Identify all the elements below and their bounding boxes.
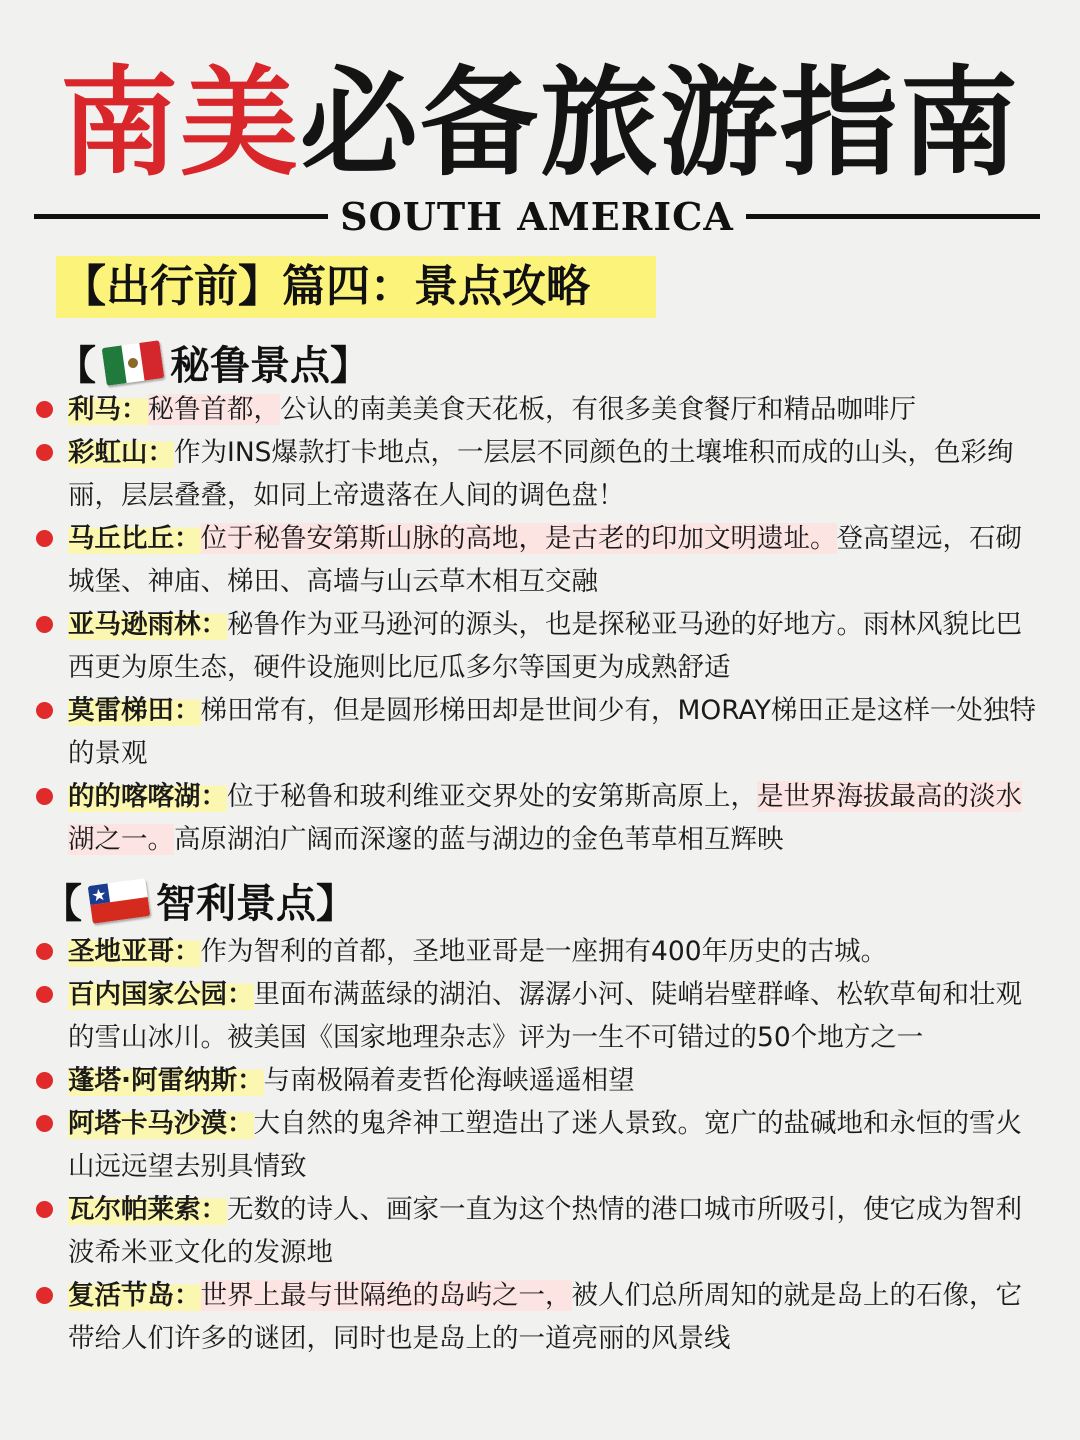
bullet-icon: [36, 616, 53, 633]
subtitle-row: [34, 192, 1040, 240]
item-name: 百内国家公园：: [68, 979, 254, 1010]
bullet-icon: [36, 702, 53, 719]
bullet-icon: [36, 943, 53, 960]
list-item: [0, 1059, 1080, 1102]
item-name: 莫雷梯田：: [68, 695, 201, 726]
item-name: 彩虹山：: [68, 437, 174, 468]
bullet-icon: [36, 1201, 53, 1218]
item-description: 与南极隔着麦哲伦海峡遥遥相望: [263, 1065, 635, 1096]
bullet-icon: [36, 444, 53, 461]
bracket-open: 【: [56, 343, 96, 389]
mexico-flag-icon: [102, 340, 165, 386]
list-item: [0, 1102, 1080, 1188]
bracket-close: 】: [330, 343, 370, 389]
title-red: 南美: [59, 54, 300, 192]
chile-attraction-list: [0, 930, 1080, 1360]
item-description: 被人们总所周知的就是岛上的石像，它带给人们许多的谜团，同时也是岛上的一道亮丽的风景线: [68, 1280, 1022, 1354]
list-item: [0, 775, 1080, 861]
bullet-icon: [36, 401, 53, 418]
divider-right: [746, 214, 1040, 219]
subtitle: SOUTH AMERICA: [340, 193, 734, 239]
section-heading: 【出行前】篇四：景点攻略: [56, 256, 656, 318]
item-highlight: 世界上最与世隔绝的岛屿之一，: [200, 1280, 572, 1311]
item-description: 高原湖泊广阔而深邃的蓝与湖边的金色苇草相互辉映: [174, 824, 784, 855]
item-name: 圣地亚哥：: [68, 936, 201, 967]
bracket-open: 【: [42, 881, 82, 927]
region-label-chile: 智利景点: [156, 881, 316, 927]
item-description-pre: 位于秘鲁和玻利维亚交界处的安第斯高原上，: [227, 781, 757, 812]
item-description: 里面布满蓝绿的湖泊、潺潺小河、陡峭岩壁群峰、松软草甸和壮观的雪山冰川。被美国《国家地理杂志》评为一生不可错过的50个地方之一: [68, 979, 1022, 1053]
list-item: [0, 973, 1080, 1059]
item-description: 秘鲁作为亚马逊河的源头，也是探秘亚马逊的好地方。雨林风貌比巴西更为原生态，硬件设施则比厄瓜多尔等国更为成熟舒适: [68, 609, 1022, 683]
item-highlight: 位于秘鲁安第斯山脉的高地，是古老的印加文明遗址。: [200, 523, 837, 554]
bullet-icon: [36, 1072, 53, 1089]
bullet-icon: [36, 530, 53, 547]
bracket-close: 】: [316, 881, 356, 927]
item-description: 梯田常有，但是圆形梯田却是世间少有，MORAY梯田正是这样一处独特的景观: [68, 695, 1036, 769]
item-name: 的的喀喀湖：: [68, 781, 227, 812]
list-item: [0, 517, 1080, 603]
list-item: [0, 388, 1080, 431]
region-heading-chile: [42, 872, 356, 929]
item-highlight: 秘鲁首都，: [147, 394, 280, 425]
item-name: 瓦尔帕莱索：: [68, 1194, 227, 1225]
item-description: 大自然的鬼斧神工塑造出了迷人景致。宽广的盐碱地和永恒的雪火山远远望去别具情致: [68, 1108, 1022, 1182]
item-name: 复活节岛：: [68, 1280, 201, 1311]
item-name: 阿塔卡马沙漠：: [68, 1108, 254, 1139]
item-description: 作为智利的首都，圣地亚哥是一座拥有400年历史的古城。: [200, 936, 888, 967]
item-description: 登高望远，石砌城堡、神庙、梯田、高墙与山云草木相互交融: [68, 523, 1022, 597]
item-description: 作为INS爆款打卡地点，一层层不同颜色的土壤堆积而成的山头，色彩绚丽，层层叠叠，如同上帝遗落在人间的调色盘！: [68, 437, 1014, 511]
item-name: 利马：: [68, 394, 148, 425]
bullet-icon: [36, 788, 53, 805]
divider-left: [34, 214, 328, 219]
list-item: [0, 603, 1080, 689]
list-item: [0, 1188, 1080, 1274]
peru-attraction-list: [0, 388, 1080, 861]
bullet-icon: [36, 986, 53, 1003]
bullet-icon: [36, 1287, 53, 1304]
region-heading-peru: [56, 334, 370, 391]
title-black: 必备旅游指南: [300, 54, 1021, 192]
list-item: [0, 1274, 1080, 1360]
item-name: 马丘比丘：: [68, 523, 201, 554]
item-highlight: 是世界海拔最高的淡水湖之一。: [68, 781, 1022, 855]
item-description: 公认的南美美食天花板，有很多美食餐厅和精品咖啡厅: [280, 394, 916, 425]
list-item: [0, 689, 1080, 775]
item-description: 无数的诗人、画家一直为这个热情的港口城市所吸引，使它成为智利波希米亚文化的发源地: [68, 1194, 1022, 1268]
list-item: [0, 930, 1080, 973]
region-label-peru: 秘鲁景点: [170, 343, 330, 389]
chile-flag-icon: [88, 878, 151, 924]
item-name: 蓬塔·阿雷纳斯：: [68, 1065, 264, 1096]
page-title: [0, 54, 1080, 192]
item-name: 亚马逊雨林：: [68, 609, 227, 640]
bullet-icon: [36, 1115, 53, 1132]
list-item: [0, 431, 1080, 517]
